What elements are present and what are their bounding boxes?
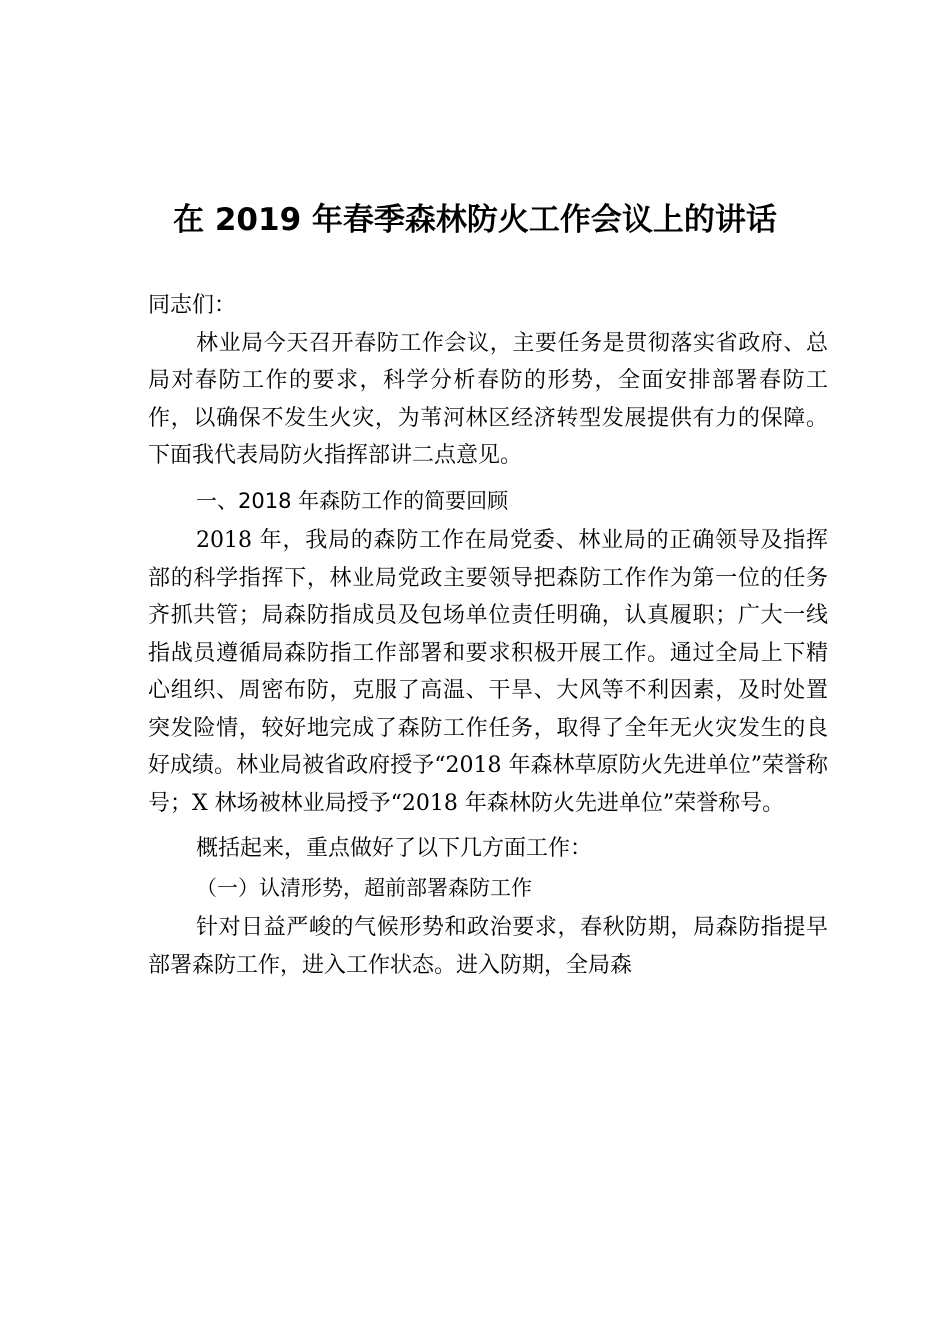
section-heading-1: 一、2018 年森防工作的简要回顾 <box>196 488 509 513</box>
salutation: 同志们： <box>148 293 237 318</box>
document-body <box>148 287 828 984</box>
paragraph-intro: 林业局今天召开春防工作会议，主要任务是贯彻落实省政府、总局对春防工作的要求，科学分析春防的形势，全面安排部署春防工作，以确保不发生火灾，为苇河林区经济转型发展提供有力的保障。下面我代表局防火指挥部讲二点意见。 <box>148 330 828 468</box>
paragraph-last: 针对日益严峻的气候形势和政治要求，春秋防期，局森防指提早部署森防工作，进入工作状态。进入防期，全局森 <box>148 915 828 978</box>
document-title: 在 2019 年春季森林防火工作会议上的讲话 <box>173 202 777 238</box>
paragraph-summary: 概括起来，重点做好了以下几方面工作： <box>196 836 593 861</box>
subsection-heading-1: （一）认清形势，超前部署森防工作 <box>196 875 532 900</box>
paragraph-review: 2018 年，我局的森防工作在局党委、林业局的正确领导及指挥部的科学指挥下，林业局党政主要领导把森防工作作为第一位的任务齐抓共管；局森防指成员及包场单位责任明确，认真履职；广大一线指战员遵循局森防指工作部署和要求积极开展工作。通过全局上下精心组织、周密布防，克服了高温、干旱、大风等不利因素，及时处置突发险情，较好地完成了森防工作任务，取得了全年无火灾发生的良好成绩。林业局被省政府授予“2018 年森林草原防火先进单位”荣誉称号；X 林场被林业局授予“2018 年森林防火先进单位”荣誉称号。 <box>148 528 828 816</box>
